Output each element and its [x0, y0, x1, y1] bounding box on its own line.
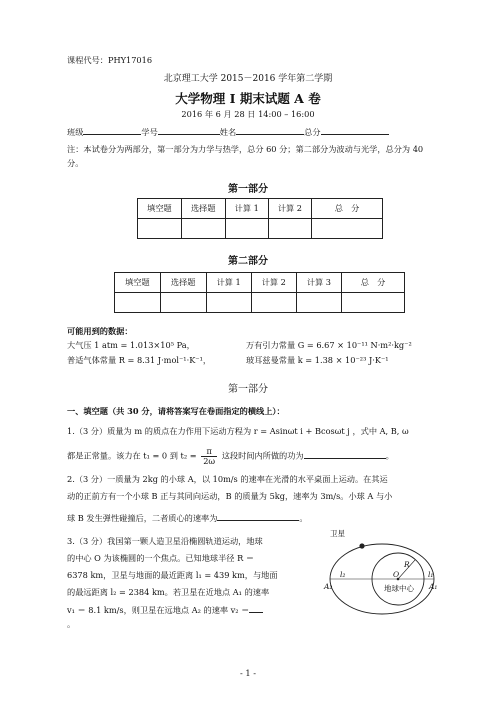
q1-frac-num: π — [201, 447, 217, 457]
fig-satellite-label: 卫星 — [330, 529, 345, 538]
part1-score-cell[interactable] — [138, 219, 182, 239]
part2-score-cell[interactable] — [342, 293, 405, 313]
q2-end: 。 — [299, 513, 308, 523]
id-label: 学号 — [141, 127, 158, 137]
part2-title: 第二部分 — [228, 256, 268, 267]
q1-end: 。 — [385, 450, 394, 461]
fill-heading: 一、填空题（共 30 分，请将答案写在卷面指定的横线上）： — [67, 406, 285, 416]
part1-score-cell[interactable] — [312, 219, 383, 239]
q3-end: 。 — [67, 619, 76, 629]
q2-answer-blank[interactable] — [217, 512, 299, 521]
part2-col: 计算 1 — [206, 273, 251, 293]
part2-score-cell[interactable] — [206, 293, 251, 313]
q1-line2b: 这段时间内所做的功为 — [221, 450, 304, 461]
part1-score-cell[interactable] — [225, 219, 268, 239]
q3-answer-blank[interactable] — [249, 604, 263, 613]
constant-G: 万有引力常量 G = 6.67 × 10⁻¹¹ N·m²·kg⁻² — [246, 340, 412, 350]
total-label: 总分 — [304, 127, 321, 137]
q2-line3 — [67, 512, 308, 524]
q1-line2 — [67, 447, 394, 466]
part1-col: 总 分 — [312, 199, 383, 219]
q3-line: 3.（3 分）我国第一颗人造卫星沿椭圆轨道运动，地球 — [67, 536, 263, 546]
part1-score-table — [137, 198, 383, 239]
constant-atm: 大气压 1 atm = 1.013×10⁵ Pa， — [67, 340, 195, 350]
page-number: - 1 - — [240, 668, 256, 678]
q2-line1: 2.（3 分）一质量为 2kg 的小球 A，以 10m/s 的速率在光滑的水平桌面上运动。在其运 — [67, 474, 388, 484]
info-fields — [67, 126, 389, 138]
part1-score-cell[interactable] — [181, 219, 225, 239]
part1-col: 填空题 — [138, 199, 182, 219]
part2-score-cell[interactable] — [251, 293, 296, 313]
fig-R-label: R — [404, 560, 410, 569]
part1-col: 计算 1 — [225, 199, 268, 219]
part2-score-table — [114, 272, 405, 313]
part2-col: 总 分 — [342, 273, 405, 293]
exam-note: 注：本试卷分为两部分，第一部分为力学与热学，总分 60 分；第二部分为波动与光学，总分为 40 分。 — [67, 144, 424, 168]
part2-col: 选择题 — [160, 273, 206, 293]
fig-l2-label: l₂ — [340, 570, 346, 579]
fig-O-label: O — [393, 570, 400, 579]
exam-date: 2016 年 6 月 28 日 14:00 – 16:00 — [181, 109, 315, 119]
q3-line5-text: v₁ ＝ 8.1 km/s，则卫星在远地点 A₂ 的速率 v₂ ＝ — [67, 605, 250, 615]
q1-line1: 1.（3 分）质量为 m 的质点在力作用下运动方程为 r = Asinωt i + Bcosωt j ，式中 A, B, ω — [67, 426, 409, 436]
part1-col: 选择题 — [181, 199, 225, 219]
part2-score-cell[interactable] — [115, 293, 161, 313]
part1-col: 计算 2 — [268, 199, 311, 219]
part1-title: 第一部分 — [228, 184, 268, 195]
q1-line2a: 都是正常量。该力在 t₁ = 0 到 t₂ = — [67, 450, 197, 461]
name-label: 姓名 — [219, 127, 237, 137]
part2-score-cell[interactable] — [296, 293, 341, 313]
constant-k: 玻耳兹曼常量 k = 1.38 × 10⁻²³ J·K⁻¹ — [246, 355, 389, 365]
q2-line3-text: 球 B 发生弹性碰撞后，二者质心的速率为 — [67, 513, 218, 523]
constants-title: 可能用到的数据： — [67, 326, 133, 336]
id-blank[interactable] — [158, 126, 220, 135]
fig-l1-label: l₁ — [428, 570, 434, 579]
q3-line: 6378 km，卫星与地面的最近距离 l₁ = 439 km，与地面 — [67, 570, 278, 580]
course-code: 课程代号：PHY17016 — [67, 55, 153, 65]
part1-score-cell[interactable] — [268, 219, 311, 239]
q2-line2: 动的正前方有一个小球 B 正与其同向运动，B 的质量为 5kg，速率为 3m/s。小球 A 与小 — [67, 491, 393, 501]
part2-col: 计算 2 — [251, 273, 296, 293]
orbit-figure — [322, 527, 442, 617]
q1-fraction — [201, 447, 217, 466]
fig-A2-label: A₂ — [324, 582, 333, 591]
class-blank[interactable] — [83, 126, 141, 135]
exam-title: 大学物理 I 期末试题 A 卷 — [175, 91, 321, 106]
q3-line: 的最远距离 l₂ = 2384 km。若卫星在近地点 A₁ 的速率 — [67, 587, 270, 597]
section-title: 第一部分 — [228, 384, 268, 395]
constant-R: 普适气体常量 R = 8.31 J·mol⁻¹·K⁻¹， — [67, 355, 212, 365]
q3-line — [67, 604, 263, 616]
q1-answer-blank[interactable] — [304, 450, 386, 459]
fig-A1-label: A₁ — [429, 582, 438, 591]
part2-col: 计算 3 — [296, 273, 341, 293]
name-blank[interactable] — [236, 126, 304, 135]
part2-col: 填空题 — [115, 273, 161, 293]
total-blank[interactable] — [321, 126, 389, 135]
q1-frac-den: 2ω — [203, 456, 216, 466]
class-label: 班级 — [67, 127, 84, 137]
satellite-dot — [359, 543, 364, 548]
fig-earth-center-label: 地球中心 — [384, 584, 414, 593]
part2-score-cell[interactable] — [160, 293, 206, 313]
q3-line: 的中心 O 为该椭圆的一个焦点。已知地球半径 R ＝ — [67, 553, 255, 563]
university-line: 北京理工大学 2015－2016 学年第二学期 — [163, 74, 333, 84]
